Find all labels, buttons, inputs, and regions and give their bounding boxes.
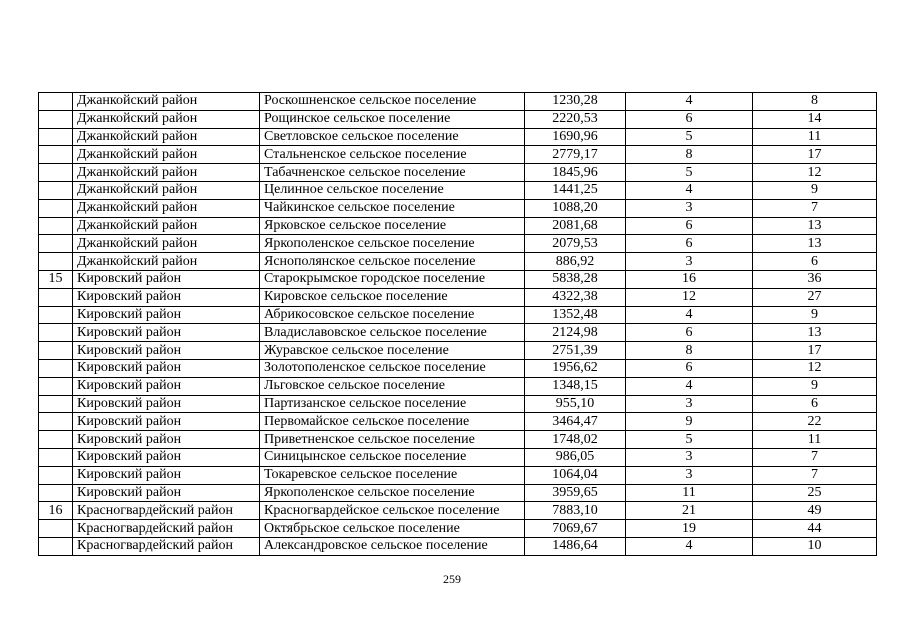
value-a-cell: 8 xyxy=(626,342,753,360)
district-cell: Кировский район xyxy=(73,431,260,449)
district-cell: Кировский район xyxy=(73,324,260,342)
table-row xyxy=(39,253,877,271)
row-number-cell xyxy=(39,235,73,253)
row-number-cell xyxy=(39,324,73,342)
settlement-cell: Золотополенское сельское поселение xyxy=(260,359,525,377)
value-b-cell: 7 xyxy=(753,199,877,217)
table-row xyxy=(39,164,877,182)
district-cell: Кировский район xyxy=(73,342,260,360)
settlement-cell: Абрикосовское сельское поселение xyxy=(260,306,525,324)
value-b-cell: 8 xyxy=(753,93,877,111)
area-cell: 2220,53 xyxy=(525,110,626,128)
settlement-cell: Владиславовское сельское поселение xyxy=(260,324,525,342)
value-b-cell: 25 xyxy=(753,484,877,502)
area-cell: 1486,64 xyxy=(525,537,626,555)
district-cell: Джанкойский район xyxy=(73,164,260,182)
area-cell: 1690,96 xyxy=(525,128,626,146)
district-cell: Красногвардейский район xyxy=(73,502,260,520)
value-a-cell: 12 xyxy=(626,288,753,306)
settlement-cell: Яркополенское сельское поселение xyxy=(260,235,525,253)
table-row xyxy=(39,181,877,199)
value-b-cell: 7 xyxy=(753,466,877,484)
table-row xyxy=(39,235,877,253)
value-a-cell: 8 xyxy=(626,146,753,164)
settlement-cell: Яснополянское сельское поселение xyxy=(260,253,525,271)
district-cell: Кировский район xyxy=(73,448,260,466)
area-cell: 3959,65 xyxy=(525,484,626,502)
row-number-cell xyxy=(39,520,73,538)
row-number-cell xyxy=(39,377,73,395)
row-number-cell xyxy=(39,359,73,377)
district-cell: Джанкойский район xyxy=(73,146,260,164)
settlement-cell: Токаревское сельское поселение xyxy=(260,466,525,484)
value-b-cell: 13 xyxy=(753,324,877,342)
table-row xyxy=(39,128,877,146)
value-a-cell: 19 xyxy=(626,520,753,538)
row-number-cell xyxy=(39,253,73,271)
row-number-cell xyxy=(39,395,73,413)
district-cell: Кировский район xyxy=(73,484,260,502)
value-a-cell: 3 xyxy=(626,199,753,217)
settlement-cell: Партизанское сельское поселение xyxy=(260,395,525,413)
settlement-cell: Красногвардейское сельское поселение xyxy=(260,502,525,520)
row-number-cell xyxy=(39,466,73,484)
table-row xyxy=(39,395,877,413)
settlement-cell: Октябрьское сельское поселение xyxy=(260,520,525,538)
row-number-cell xyxy=(39,537,73,555)
row-number-cell xyxy=(39,199,73,217)
area-cell: 2751,39 xyxy=(525,342,626,360)
settlement-cell: Льговское сельское поселение xyxy=(260,377,525,395)
value-a-cell: 5 xyxy=(626,431,753,449)
district-cell: Джанкойский район xyxy=(73,235,260,253)
settlement-cell: Первомайское сельское поселение xyxy=(260,413,525,431)
value-a-cell: 4 xyxy=(626,377,753,395)
area-cell: 1348,15 xyxy=(525,377,626,395)
row-number-cell xyxy=(39,128,73,146)
value-b-cell: 12 xyxy=(753,359,877,377)
value-b-cell: 22 xyxy=(753,413,877,431)
value-b-cell: 6 xyxy=(753,253,877,271)
district-cell: Кировский район xyxy=(73,288,260,306)
district-cell: Красногвардейский район xyxy=(73,537,260,555)
district-cell: Кировский район xyxy=(73,306,260,324)
value-a-cell: 6 xyxy=(626,324,753,342)
area-cell: 1845,96 xyxy=(525,164,626,182)
value-a-cell: 3 xyxy=(626,395,753,413)
row-number-cell xyxy=(39,306,73,324)
value-b-cell: 27 xyxy=(753,288,877,306)
value-b-cell: 13 xyxy=(753,235,877,253)
district-cell: Джанкойский район xyxy=(73,217,260,235)
table-row xyxy=(39,93,877,111)
value-b-cell: 14 xyxy=(753,110,877,128)
row-number-cell xyxy=(39,146,73,164)
value-b-cell: 9 xyxy=(753,306,877,324)
settlement-cell: Старокрымское городское поселение xyxy=(260,270,525,288)
value-b-cell: 17 xyxy=(753,146,877,164)
district-cell: Джанкойский район xyxy=(73,110,260,128)
table-row xyxy=(39,359,877,377)
area-cell: 1230,28 xyxy=(525,93,626,111)
value-a-cell: 6 xyxy=(626,359,753,377)
value-a-cell: 9 xyxy=(626,413,753,431)
value-a-cell: 6 xyxy=(626,217,753,235)
area-cell: 955,10 xyxy=(525,395,626,413)
district-cell: Джанкойский район xyxy=(73,128,260,146)
row-number-cell xyxy=(39,448,73,466)
area-cell: 1956,62 xyxy=(525,359,626,377)
value-b-cell: 9 xyxy=(753,377,877,395)
table-row xyxy=(39,324,877,342)
area-cell: 1088,20 xyxy=(525,199,626,217)
settlement-cell: Светловское сельское поселение xyxy=(260,128,525,146)
settlement-cell: Целинное сельское поселение xyxy=(260,181,525,199)
table-row xyxy=(39,270,877,288)
row-number-cell xyxy=(39,181,73,199)
settlement-cell: Ярковское сельское поселение xyxy=(260,217,525,235)
district-cell: Джанкойский район xyxy=(73,199,260,217)
area-cell: 3464,47 xyxy=(525,413,626,431)
page-number: 259 xyxy=(443,572,461,586)
table-row xyxy=(39,484,877,502)
value-a-cell: 21 xyxy=(626,502,753,520)
settlement-cell: Александровское сельское поселение xyxy=(260,537,525,555)
value-a-cell: 4 xyxy=(626,181,753,199)
table-row xyxy=(39,377,877,395)
district-cell: Кировский район xyxy=(73,377,260,395)
settlement-cell: Рощинское сельское поселение xyxy=(260,110,525,128)
area-cell: 1064,04 xyxy=(525,466,626,484)
row-number-cell: 15 xyxy=(39,270,73,288)
area-cell: 4322,38 xyxy=(525,288,626,306)
settlement-cell: Синицынское сельское поселение xyxy=(260,448,525,466)
table-body xyxy=(39,93,877,556)
value-a-cell: 4 xyxy=(626,537,753,555)
settlement-cell: Табачненское сельское поселение xyxy=(260,164,525,182)
area-cell: 1352,48 xyxy=(525,306,626,324)
table-row xyxy=(39,288,877,306)
district-cell: Джанкойский район xyxy=(73,253,260,271)
district-cell: Красногвардейский район xyxy=(73,520,260,538)
area-cell: 5838,28 xyxy=(525,270,626,288)
settlement-cell: Роскошненское сельское поселение xyxy=(260,93,525,111)
value-b-cell: 6 xyxy=(753,395,877,413)
area-cell: 1748,02 xyxy=(525,431,626,449)
value-a-cell: 6 xyxy=(626,235,753,253)
area-cell: 886,92 xyxy=(525,253,626,271)
settlement-cell: Стальненское сельское поселение xyxy=(260,146,525,164)
area-cell: 2779,17 xyxy=(525,146,626,164)
area-cell: 2081,68 xyxy=(525,217,626,235)
settlement-cell: Кировское сельское поселение xyxy=(260,288,525,306)
value-a-cell: 5 xyxy=(626,164,753,182)
settlement-cell: Приветненское сельское поселение xyxy=(260,431,525,449)
table-row xyxy=(39,413,877,431)
settlement-cell: Чайкинское сельское поселение xyxy=(260,199,525,217)
row-number-cell: 16 xyxy=(39,502,73,520)
table-row xyxy=(39,448,877,466)
value-b-cell: 12 xyxy=(753,164,877,182)
table-row xyxy=(39,520,877,538)
row-number-cell xyxy=(39,288,73,306)
value-a-cell: 5 xyxy=(626,128,753,146)
table-row xyxy=(39,110,877,128)
row-number-cell xyxy=(39,217,73,235)
settlement-cell: Журавское сельское поселение xyxy=(260,342,525,360)
row-number-cell xyxy=(39,342,73,360)
table-row xyxy=(39,431,877,449)
row-number-cell xyxy=(39,484,73,502)
area-cell: 7883,10 xyxy=(525,502,626,520)
area-cell: 2124,98 xyxy=(525,324,626,342)
district-cell: Джанкойский район xyxy=(73,181,260,199)
value-b-cell: 49 xyxy=(753,502,877,520)
value-a-cell: 4 xyxy=(626,93,753,111)
table-row xyxy=(39,466,877,484)
value-a-cell: 3 xyxy=(626,253,753,271)
settlement-cell: Яркополенское сельское поселение xyxy=(260,484,525,502)
table-row xyxy=(39,199,877,217)
value-a-cell: 16 xyxy=(626,270,753,288)
value-b-cell: 10 xyxy=(753,537,877,555)
value-a-cell: 6 xyxy=(626,110,753,128)
value-b-cell: 7 xyxy=(753,448,877,466)
area-cell: 986,05 xyxy=(525,448,626,466)
area-cell: 1441,25 xyxy=(525,181,626,199)
district-cell: Кировский район xyxy=(73,395,260,413)
table-row xyxy=(39,342,877,360)
value-a-cell: 3 xyxy=(626,448,753,466)
row-number-cell xyxy=(39,93,73,111)
district-cell: Кировский район xyxy=(73,466,260,484)
area-cell: 7069,67 xyxy=(525,520,626,538)
value-b-cell: 11 xyxy=(753,128,877,146)
district-cell: Кировский район xyxy=(73,270,260,288)
district-cell: Джанкойский район xyxy=(73,93,260,111)
row-number-cell xyxy=(39,413,73,431)
table-row xyxy=(39,502,877,520)
value-b-cell: 17 xyxy=(753,342,877,360)
district-cell: Кировский район xyxy=(73,359,260,377)
row-number-cell xyxy=(39,110,73,128)
table-row xyxy=(39,217,877,235)
value-b-cell: 36 xyxy=(753,270,877,288)
table-row xyxy=(39,146,877,164)
row-number-cell xyxy=(39,431,73,449)
value-a-cell: 11 xyxy=(626,484,753,502)
settlements-table xyxy=(38,92,877,556)
table-row xyxy=(39,537,877,555)
district-cell: Кировский район xyxy=(73,413,260,431)
value-a-cell: 3 xyxy=(626,466,753,484)
value-b-cell: 13 xyxy=(753,217,877,235)
value-b-cell: 11 xyxy=(753,431,877,449)
area-cell: 2079,53 xyxy=(525,235,626,253)
value-b-cell: 9 xyxy=(753,181,877,199)
value-b-cell: 44 xyxy=(753,520,877,538)
value-a-cell: 4 xyxy=(626,306,753,324)
row-number-cell xyxy=(39,164,73,182)
table-row xyxy=(39,306,877,324)
